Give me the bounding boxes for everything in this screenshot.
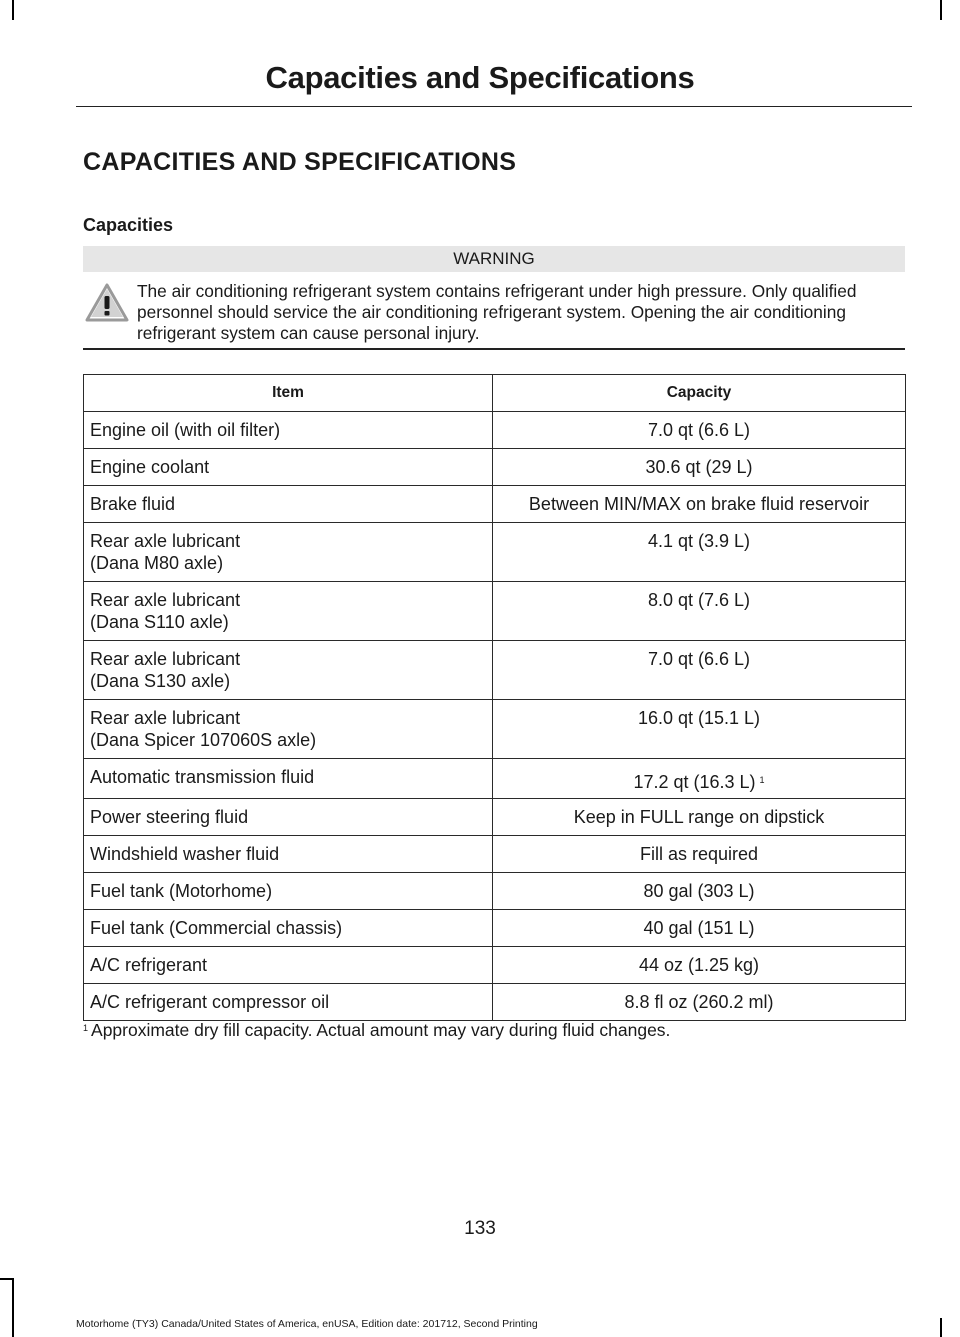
item-cell [84, 523, 493, 582]
capacity-value: Keep in FULL range on dipstick [573, 807, 825, 827]
capacity-cell [493, 523, 906, 582]
item-name: Rear axle lubricant [90, 649, 241, 669]
crop-mark-top-right [940, 0, 942, 20]
table-row [84, 486, 906, 523]
capacity-cell [493, 910, 906, 947]
footnote-mark: 1 [83, 1023, 89, 1033]
table-row [84, 984, 906, 1021]
capacity-cell [493, 836, 906, 873]
table-row [84, 947, 906, 984]
table-row [84, 582, 906, 641]
crop-mark-bottom-left-corner [0, 1278, 14, 1280]
item-name: Engine oil (with oil filter) [90, 420, 281, 440]
item-detail: (Dana M80 axle) [90, 553, 224, 573]
subsection-heading: Capacities [83, 215, 174, 235]
capacity-value: Fill as required [639, 844, 759, 864]
item-cell [84, 486, 493, 523]
table-row [84, 799, 906, 836]
item-cell [84, 910, 493, 947]
item-cell [84, 700, 493, 759]
capacity-cell [493, 984, 906, 1021]
item-name: A/C refrigerant [90, 955, 208, 975]
capacity-value: 40 gal (151 L) [643, 918, 755, 938]
warning-banner: WARNING [83, 246, 905, 272]
footnote-reference: 1 [759, 775, 765, 785]
capacity-value: 44 oz (1.25 kg) [638, 955, 760, 975]
capacity-cell [493, 582, 906, 641]
item-cell [84, 759, 493, 799]
capacity-value: 8.8 fl oz (260.2 ml) [624, 992, 774, 1012]
header-divider [76, 106, 912, 107]
table-row [84, 873, 906, 910]
item-cell [84, 984, 493, 1021]
item-cell [84, 641, 493, 700]
capacity-cell [493, 759, 906, 799]
item-name: Rear axle lubricant [90, 531, 241, 551]
capacity-cell [493, 486, 906, 523]
column-header-capacity: Capacity [493, 375, 906, 412]
item-name: Engine coolant [90, 457, 210, 477]
item-cell [84, 836, 493, 873]
item-detail: (Dana S110 axle) [90, 612, 229, 632]
capacity-cell [493, 700, 906, 759]
table-row [84, 523, 906, 582]
table-row [84, 759, 906, 799]
page-footer: Motorhome (TY3) Canada/United States of America, enUSA, Edition date: 201712, Second Printing [76, 1318, 538, 1330]
item-name: Rear axle lubricant [90, 590, 241, 610]
crop-mark-top-left [12, 0, 14, 20]
item-cell [84, 799, 493, 836]
capacity-cell [493, 641, 906, 700]
page-header-title: Capacities and Specifications [265, 60, 695, 95]
item-name: Power steering fluid [90, 807, 249, 827]
item-name: A/C refrigerant compressor oil [90, 992, 330, 1012]
table-row [84, 836, 906, 873]
capacity-cell [493, 449, 906, 486]
item-cell [84, 449, 493, 486]
item-cell [84, 873, 493, 910]
capacity-cell [493, 412, 906, 449]
table-row [84, 412, 906, 449]
capacity-value: 7.0 qt (6.6 L) [647, 420, 751, 440]
item-name: Automatic transmission fluid [90, 767, 315, 787]
warning-triangle-icon [84, 282, 130, 324]
capacity-value: 7.0 qt (6.6 L) [647, 649, 751, 669]
section-heading: CAPACITIES AND SPECIFICATIONS [83, 148, 517, 176]
capacity-value: 16.0 qt (15.1 L) [637, 708, 761, 728]
capacities-table [83, 374, 906, 1021]
table-row [84, 910, 906, 947]
item-name: Windshield washer fluid [90, 844, 280, 864]
warning-message: The air conditioning refrigerant system contains refrigerant under high pressure. Only qualified personnel should service the air conditioning refrigerant system. Opening the air conditioning refrigerant system can cause personal injury. [137, 281, 857, 343]
crop-mark-bottom-right [940, 1318, 942, 1337]
warning-divider [83, 348, 905, 350]
table-footnote [83, 1019, 913, 1041]
column-header-item: Item [84, 375, 493, 412]
item-cell [84, 412, 493, 449]
item-cell [84, 582, 493, 641]
capacity-cell [493, 799, 906, 836]
item-name: Fuel tank (Commercial chassis) [90, 918, 343, 938]
capacity-value: 8.0 qt (7.6 L) [647, 590, 751, 610]
table-row [84, 700, 906, 759]
item-name: Fuel tank (Motorhome) [90, 881, 273, 901]
item-detail: (Dana S130 axle) [90, 671, 231, 691]
capacity-value: 30.6 qt (29 L) [645, 457, 753, 477]
item-cell [84, 947, 493, 984]
crop-mark-bottom-left [12, 1278, 14, 1337]
footnote-text: Approximate dry fill capacity. Actual amount may vary during fluid changes. [91, 1020, 671, 1040]
table-header-row [84, 375, 906, 412]
capacity-cell [493, 873, 906, 910]
table-row [84, 641, 906, 700]
item-name: Brake fluid [90, 494, 176, 514]
capacity-value: 80 gal (303 L) [643, 881, 755, 901]
capacity-value: Between MIN/MAX on brake fluid reservoir [528, 494, 870, 514]
capacity-value: 4.1 qt (3.9 L) [647, 531, 751, 551]
capacity-value: 17.2 qt (16.3 L) [633, 772, 756, 792]
capacity-cell [493, 947, 906, 984]
table-row [84, 449, 906, 486]
item-name: Rear axle lubricant [90, 708, 241, 728]
item-detail: (Dana Spicer 107060S axle) [90, 730, 317, 750]
page-number: 133 [464, 1218, 496, 1239]
